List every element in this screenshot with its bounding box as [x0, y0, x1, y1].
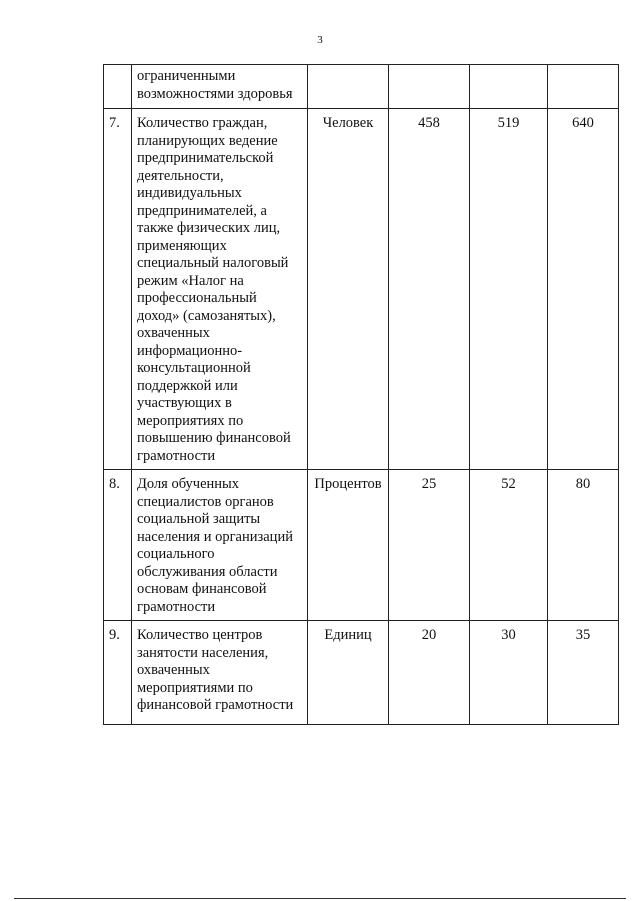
value-cell-3: 80 — [548, 470, 619, 621]
table-row — [104, 470, 619, 621]
table-row — [104, 621, 619, 725]
table-row — [104, 109, 619, 470]
unit-cell: Человек — [308, 109, 389, 470]
value-cell-1: 458 — [389, 109, 470, 470]
value-cell-2 — [470, 65, 548, 109]
page-bottom-divider — [14, 898, 626, 899]
value-cell-2: 52 — [470, 470, 548, 621]
value-cell-3 — [548, 65, 619, 109]
value-cell-1: 20 — [389, 621, 470, 725]
row-number-cell: 8. — [104, 470, 132, 621]
unit-cell: Единиц — [308, 621, 389, 725]
indicators-table — [103, 64, 619, 725]
value-cell-2: 519 — [470, 109, 548, 470]
value-cell-2: 30 — [470, 621, 548, 725]
value-cell-1: 25 — [389, 470, 470, 621]
value-cell-3: 640 — [548, 109, 619, 470]
row-number-cell: 7. — [104, 109, 132, 470]
row-number-cell: 9. — [104, 621, 132, 725]
value-cell-1 — [389, 65, 470, 109]
indicator-name-cell: Доля обученных специалистов органов социальной защиты населения и организаций социального обслуживания области основам финансовой грамотности — [132, 470, 308, 621]
indicator-name-cell: Количество граждан, планирующих ведение предпринимательской деятельности, индивидуальных предпринимателей, а также физических лиц, применяющих специальный налоговый режим «Налог на профессиональный доход» (самозанятых), охваченных информационно-консультационной поддержкой или участвующих в мероприятиях по повышению финансовой грамотности — [132, 109, 308, 470]
indicator-name-cell: ограниченными возможностями здоровья — [132, 65, 308, 109]
unit-cell: Процентов — [308, 470, 389, 621]
row-number-cell — [104, 65, 132, 109]
table-row — [104, 65, 619, 109]
value-cell-3: 35 — [548, 621, 619, 725]
unit-cell — [308, 65, 389, 109]
indicator-name-cell: Количество центров занятости населения, охваченных мероприятиями по финансовой грамотности — [132, 621, 308, 725]
page-number: 3 — [317, 34, 323, 46]
